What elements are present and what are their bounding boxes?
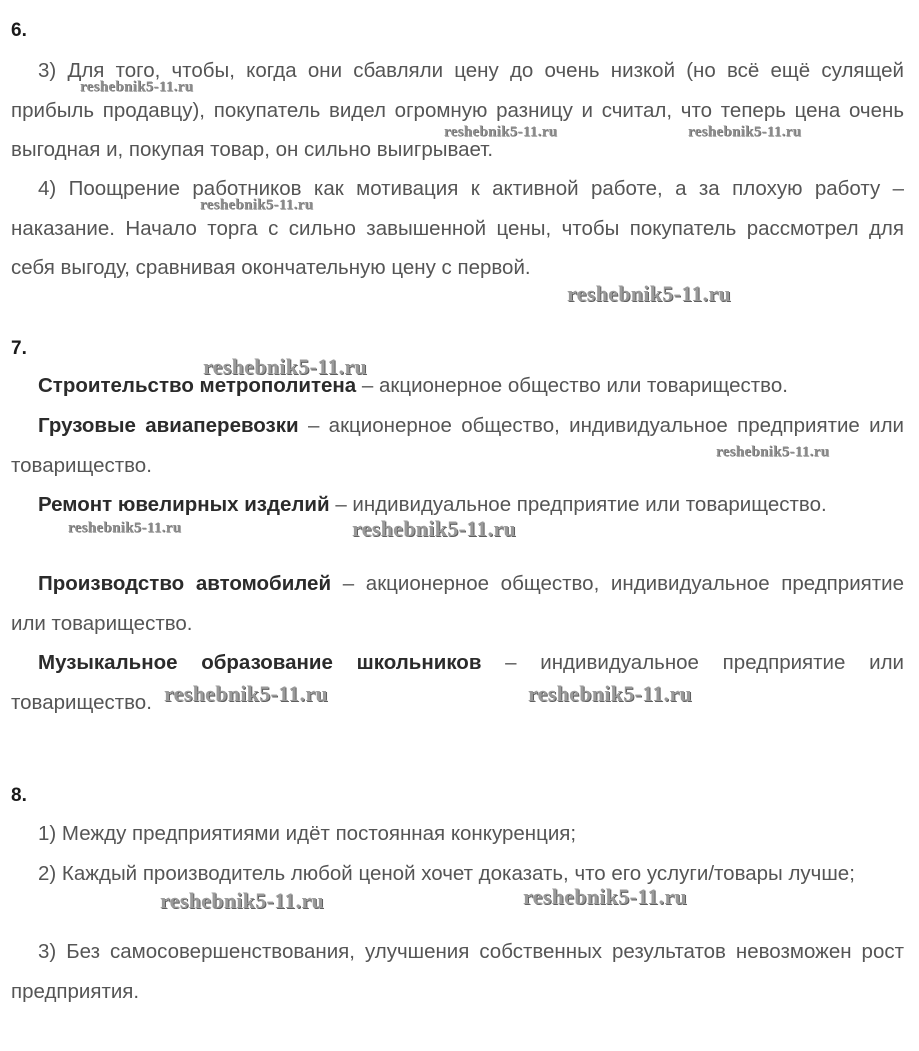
section-8-paragraph-1: 1) Между предприятиями идёт постоянная конкуренция; — [38, 822, 577, 845]
section-8-number: 8. — [11, 785, 27, 806]
item-description: – акционерное общество или товарищество. — [356, 374, 788, 397]
watermark: reshebnik5-11.ru — [68, 520, 182, 536]
item-description: – акционерное общество, индивидуальное предприятие или товарищество. — [11, 572, 904, 635]
item-term: Строительство метрополитена — [38, 374, 357, 397]
watermark: reshebnik5-11.ru — [200, 197, 314, 213]
item-term: Производство автомобилей — [38, 572, 332, 595]
section-7-item-metro — [11, 366, 904, 406]
item-term: Музыкальное образование школьников — [38, 651, 482, 674]
item-description: – индивидуальное предприятие или товарищество. — [329, 493, 827, 516]
watermark: reshebnik5-11.ru — [80, 79, 194, 95]
section-8-paragraph-2: 2) Каждый производитель любой ценой хочет доказать, что его услуги/товары лучше; — [38, 862, 855, 885]
section-6-paragraph-4: 4) Поощрение работников как мотивация к активной работе, а за плохую работу – наказание. Начало торга с сильно завышенной цены, чтобы покупатель рассмотрел для себя выгоду, сравнивая окончательную цену с первой. — [11, 177, 904, 279]
section-8-paragraph-3: 3) Без самосовершенствования, улучшения собственных результатов невозможен рост предприятия. — [11, 940, 904, 1003]
watermark: reshebnik5-11.ru — [688, 124, 802, 140]
item-description: – акционерное общество, индивидуальное предприятие или товарищество. — [11, 414, 905, 477]
watermark: reshebnik5-11.ru — [444, 124, 558, 140]
section-6-paragraph-3: 3) Для того, чтобы, когда они сбавляли цену до очень низкой (но всё ещё сулящей прибыль продавцу), покупатель видел огромную разницу и считал, что теперь цена очень выгодная и, покупая товар, он сильно выигрывает. — [11, 59, 904, 161]
watermark: reshebnik5-11.ru — [160, 888, 324, 913]
section-6-number: 6. — [11, 20, 27, 41]
section-7-item-car-production — [11, 564, 904, 643]
watermark: reshebnik5-11.ru — [567, 281, 731, 306]
watermark: reshebnik5-11.ru — [523, 884, 687, 909]
watermark: reshebnik5-11.ru — [352, 516, 516, 541]
section-7-number: 7. — [11, 338, 27, 359]
watermark: reshebnik5-11.ru — [203, 354, 367, 379]
item-term: Ремонт ювелирных изделий — [38, 493, 330, 516]
watermark: reshebnik5-11.ru — [716, 444, 830, 460]
watermark: reshebnik5-11.ru — [528, 681, 692, 706]
watermark: reshebnik5-11.ru — [164, 681, 328, 706]
item-description: – индивидуальное предприятие или товарищество. — [11, 651, 904, 714]
item-term: Грузовые авиаперевозки — [38, 414, 299, 437]
section-7-item-music-education — [11, 643, 904, 722]
